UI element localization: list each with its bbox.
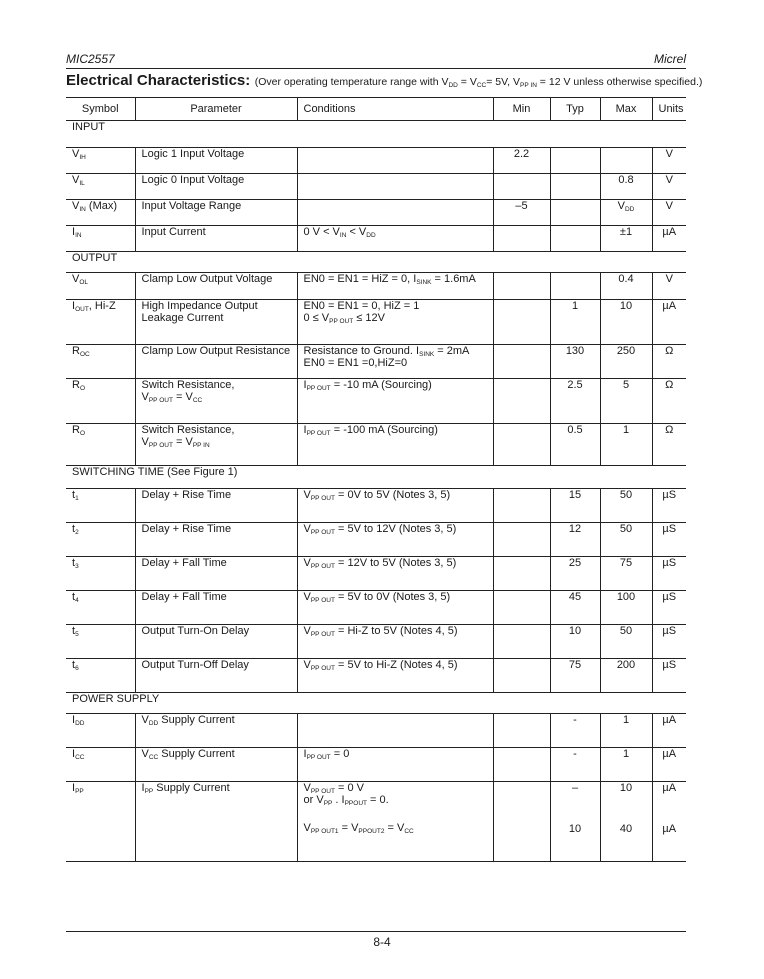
table-row: $t_3$ Delay + Fall Time $V_{PP OUT} = 12V$ to 5V (Notes 3, 5) 25 75 µS <box>66 557 686 591</box>
table-row: $V_{OL}$ Clamp Low Output Voltage EN0 = EN1 = HiZ = 0, $I_{SINK} = 1.6mA$ 0.4 V <box>66 273 686 300</box>
table-row: $R_{OC}$ Clamp Low Output Resistance Resistance to Ground. $I_{SINK} = 2mA$ EN0 = EN1 =0,HiZ=0 130 250 Ω <box>66 345 686 379</box>
section-title <box>66 72 702 90</box>
header-brand: Micrel <box>654 52 686 66</box>
table-row: $t_6$ Output Turn-Off Delay $V_{PP OUT} = 5V$ to Hi-Z (Notes 4, 5) 75 200 µS <box>66 659 686 693</box>
table-row: $t_2$ Delay + Rise Time $V_{PP OUT} = 5V$ to 12V (Notes 3, 5) 12 50 µS <box>66 523 686 557</box>
col-symbol: Symbol <box>66 98 135 121</box>
table-row: $I_{CC}$ $V_{CC}$ Supply Current $I_{PP OUT} = 0$ - 1 µA <box>66 748 686 782</box>
footer-rule <box>66 931 686 932</box>
title-main: Electrical Characteristics: <box>66 72 251 89</box>
table-row: $R_O$ Switch Resistance, $V_{PP OUT} = V_{CC}$ $I_{PP OUT} = -10$ mA (Sourcing) 2.5 5 Ω <box>66 379 686 424</box>
col-parameter: Parameter <box>135 98 297 121</box>
section-power-supply: POWER SUPPLY <box>66 693 686 714</box>
section-output: OUTPUT <box>66 252 686 273</box>
table-row: $I_{PP}$ $I_{PP}$ Supply Current $V_{PP OUT} = 0$ V or $V_{PP}$ . $I_{PPOUT} = 0$. $V_{PP OUT1} = V_{PPOUT2} = V_{CC}$ – 10 10 40 µA µA <box>66 782 686 862</box>
title-conditions: (Over operating temperature range with $V_{DD} = V_{CC}= 5V$, $V_{PP IN} = 12$ V unless otherwise specified.) <box>254 76 703 89</box>
table-row: $R_O$ Switch Resistance, $V_{PP OUT} = V_{PP IN}$ $I_{PP OUT} = -100$ mA (Sourcing) 0.5 1 Ω <box>66 424 686 466</box>
table-row: $t_4$ Delay + Fall Time $V_{PP OUT} = 5V$ to 0V (Notes 3, 5) 45 100 µS <box>66 591 686 625</box>
table-row: $I_{OUT}$, Hi-Z High Impedance Output Leakage Current EN0 = EN1 = 0, HiZ = 1 $0 \le V_{PP OUT} \le 12V$ 1 10 µA <box>66 300 686 345</box>
table-row: $V_{IH}$ Logic 1 Input Voltage 2.2 V <box>66 148 686 174</box>
col-units: Units <box>652 98 686 121</box>
table-row: $I_{IN}$ Input Current 0 $V < V_{IN} < V_{DD}$ ±1 µA <box>66 226 686 252</box>
table-header-row <box>66 98 686 121</box>
section-input: INPUT <box>66 121 686 148</box>
table-row: $t_5$ Output Turn-On Delay $V_{PP OUT} = Hi-Z$ to 5V (Notes 4, 5) 10 50 µS <box>66 625 686 659</box>
header-part-number: MIC2557 <box>66 52 115 66</box>
section-switching-time: SWITCHING TIME (See Figure 1) <box>66 466 686 489</box>
header-rule <box>66 68 686 69</box>
col-min: Min <box>493 98 550 121</box>
col-conditions: Conditions <box>297 98 493 121</box>
page-number: 8-4 <box>373 935 391 949</box>
table-row: $I_{DD}$ $V_{DD}$ Supply Current - 1 µA <box>66 714 686 748</box>
table-row: $t_1$ Delay + Rise Time $V_{PP OUT} = 0V$ to 5V (Notes 3, 5) 15 50 µS <box>66 489 686 523</box>
electrical-characteristics-table <box>66 97 686 862</box>
table-row: $V_{IN}$ (Max) Input Voltage Range –5 $V_{DD}$ V <box>66 200 686 226</box>
table-row: $V_{IL}$ Logic 0 Input Voltage 0.8 V <box>66 174 686 200</box>
col-max: Max <box>600 98 652 121</box>
col-typ: Typ <box>550 98 600 121</box>
